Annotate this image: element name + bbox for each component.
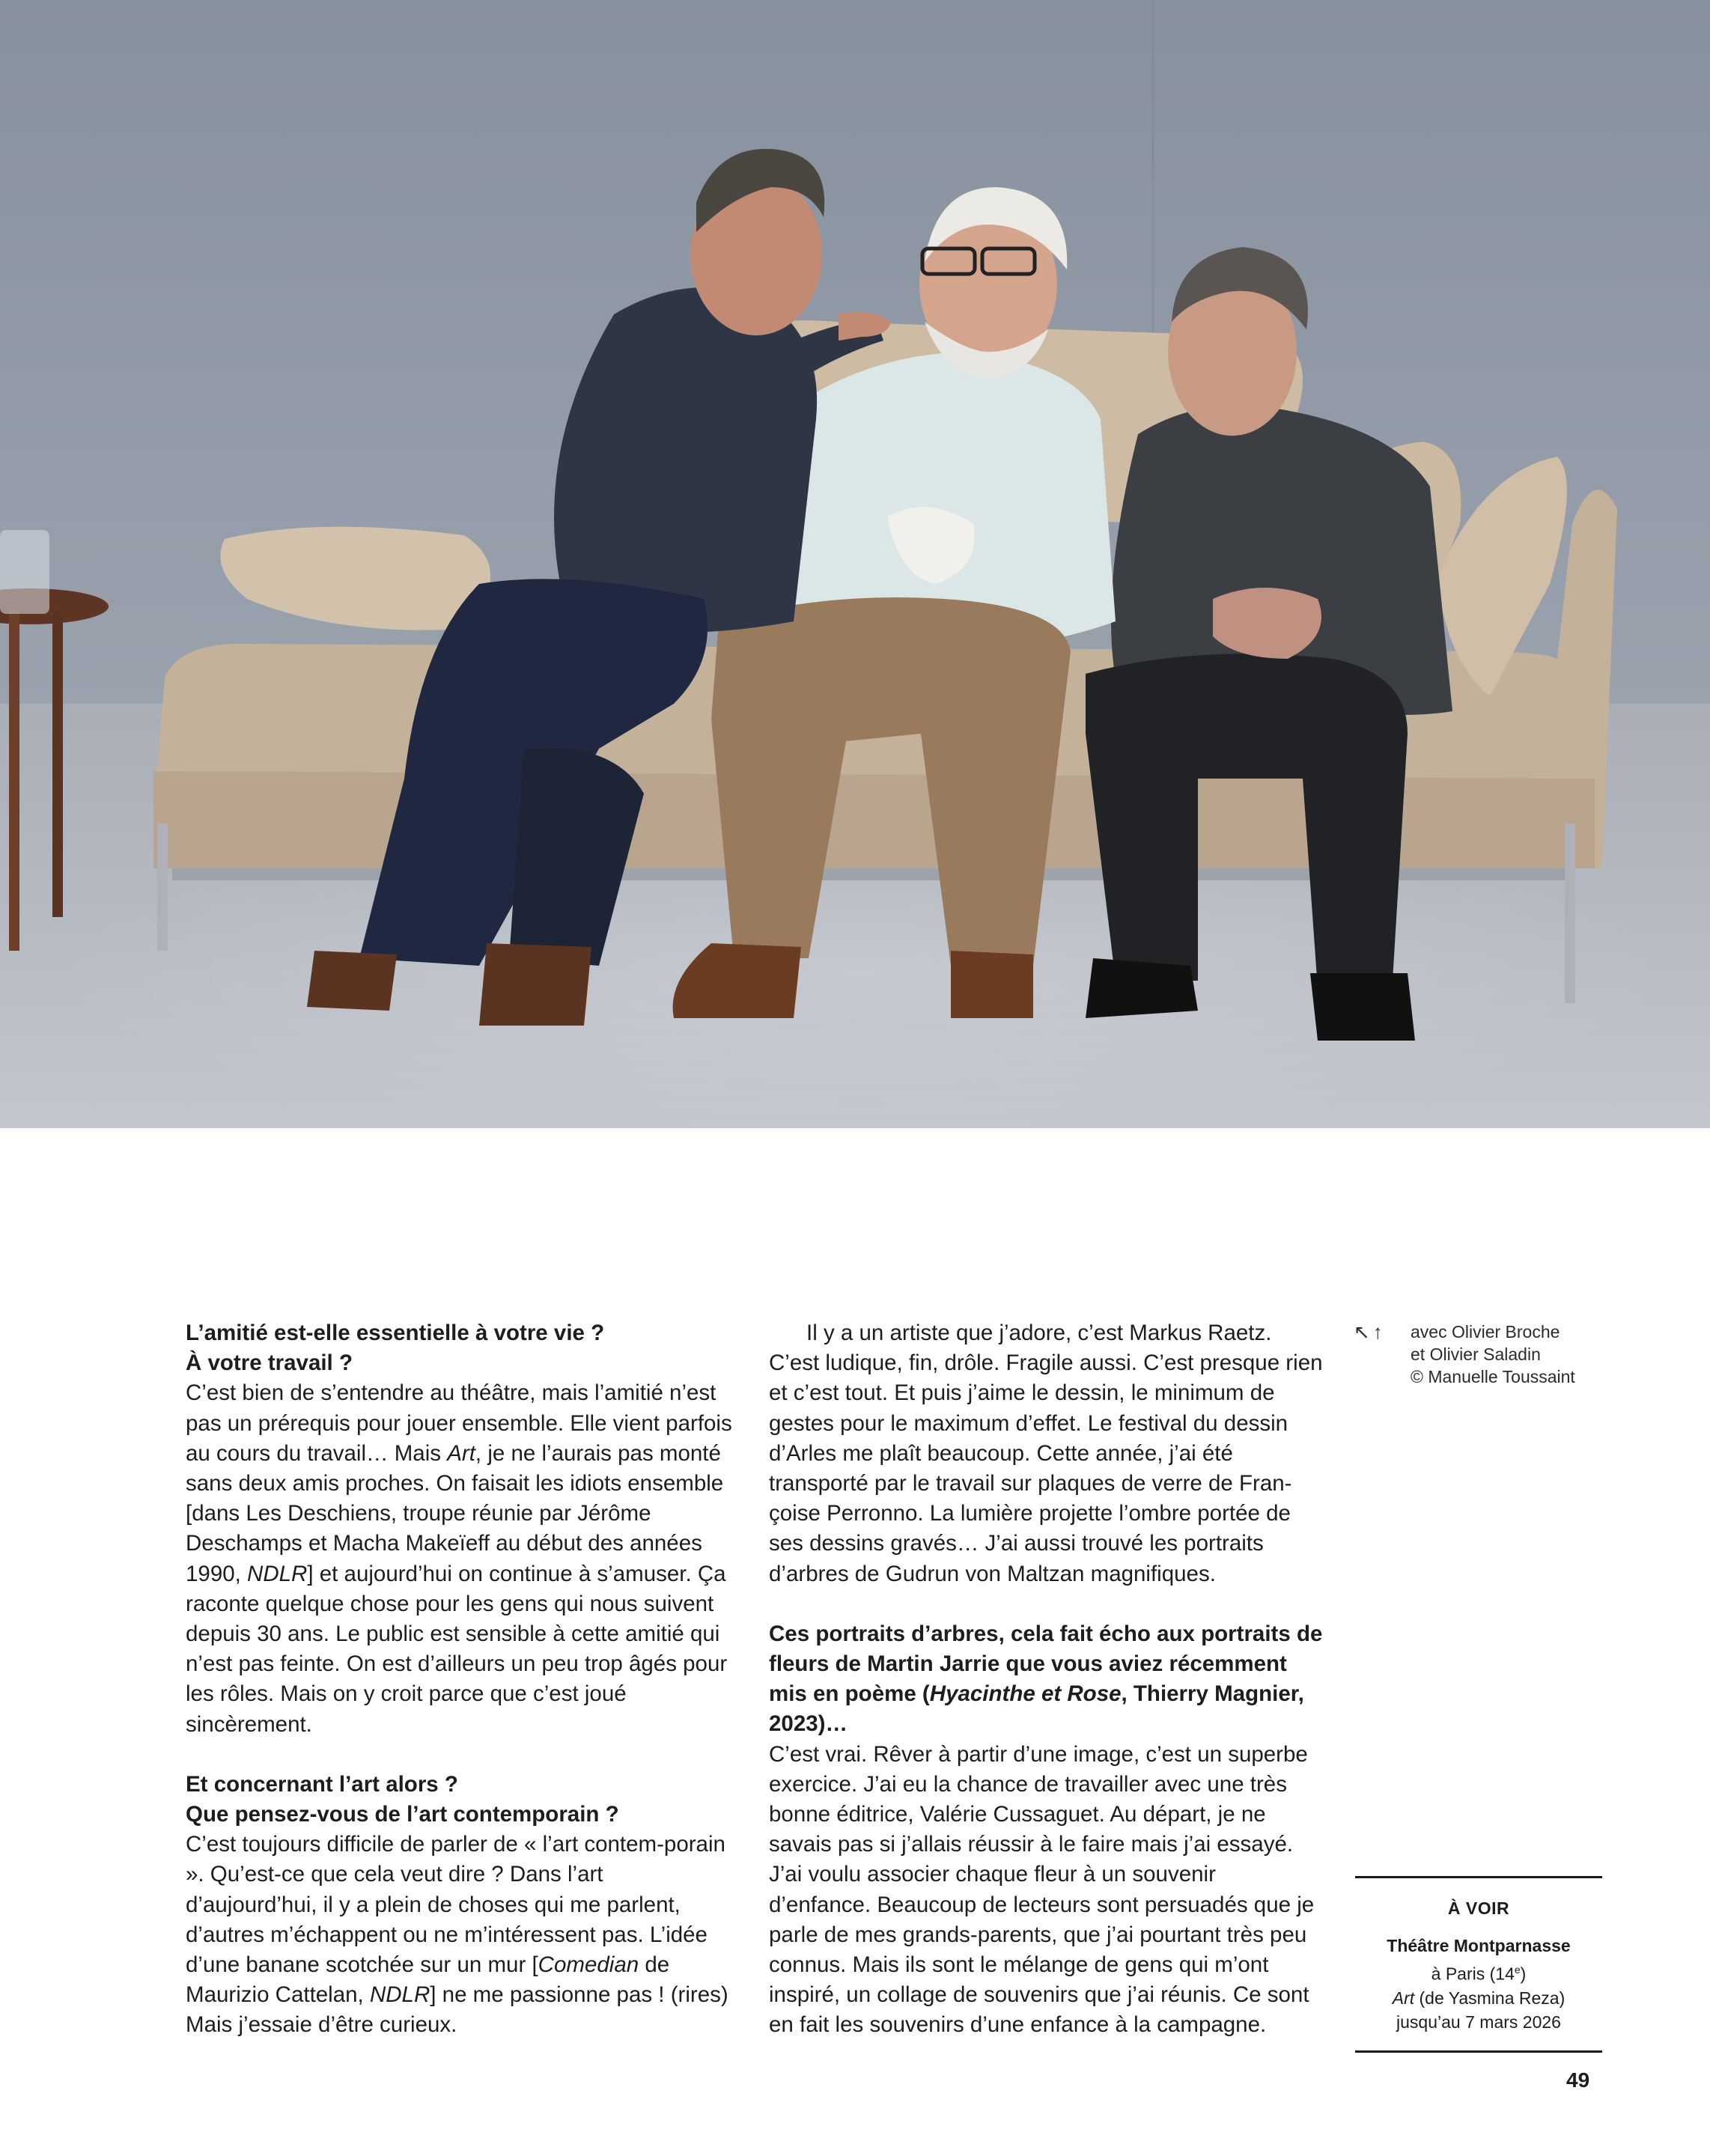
answer-1-text-b: , je ne l’aurais pas monté sans deux amis proches. On faisait les idiots ensemble [dans Les Deschiens, troupe réunie par Jérôme Deschamps et Macha Makeïeff au début des années 1990, bbox=[186, 1440, 724, 1586]
a-voir-location-sup: e bbox=[1514, 1964, 1521, 1976]
question-1 bbox=[186, 1318, 738, 1378]
question-3 bbox=[769, 1619, 1323, 1740]
question-2 bbox=[186, 1770, 738, 1830]
question-3-text-a: Ces portraits d’arbres, cela fait écho aux portraits de fleurs de Martin Jarrie que vous aviez récemment mis en poème ( bbox=[769, 1621, 1323, 1707]
question-2-line-1: Et concernant l’art alors ? bbox=[186, 1771, 458, 1797]
caption-line-1: avec Olivier Broche bbox=[1411, 1322, 1560, 1342]
a-voir-venue: Théâtre Montparnasse bbox=[1387, 1936, 1571, 1955]
question-2-line-2: Que pensez-vous de l’art contemporain ? bbox=[186, 1802, 619, 1827]
answer-2 bbox=[186, 1830, 738, 2040]
photo-caption bbox=[1354, 1321, 1601, 1388]
a-voir-play-author: (de Yasmina Reza) bbox=[1414, 1988, 1566, 2008]
question-3-book-title: Hyacinthe et Rose bbox=[929, 1681, 1122, 1707]
a-voir-location bbox=[1355, 1958, 1602, 1986]
answer-2-text-a: C’est toujours difficile de parler de « l’art contem-porain ». Qu’est-ce que cela veut dire ? Dans l’art d’aujourd’hui, il y a plein de choses qui me parlent, d’autres m’échappent ou ne m’intéressent pas. L’idée d’une banane scotchée sur un mur [ bbox=[186, 1832, 725, 1978]
a-voir-dates: jusqu’au 7 mars 2026 bbox=[1396, 2012, 1561, 2032]
answer-2-text-c: ] ne me passionne pas ! (rires) Mais j’essaie d’être curieux. bbox=[186, 1982, 728, 2038]
a-voir-play-title: Art bbox=[1392, 1988, 1415, 2008]
article-column-2 bbox=[769, 1318, 1323, 2041]
answer-2-ndlr: NDLR bbox=[369, 1982, 430, 2008]
a-voir-play bbox=[1355, 1986, 1602, 2010]
a-voir-heading: À VOIR bbox=[1447, 1898, 1510, 1918]
answer-1-text-a: C’est bien de s’entendre au théâtre, mais l’amitié n’est pas un prérequis pour jouer ensemble. Elle vient parfois au cours du travail… Mais bbox=[186, 1380, 732, 1466]
question-3-text-b: , Thierry Magnier, 2023)… bbox=[769, 1681, 1304, 1737]
article-column-1 bbox=[186, 1318, 738, 2041]
a-voir-location-prefix: à Paris (14 bbox=[1431, 1964, 1515, 1984]
answer-1-text-c: ] et aujourd’hui on continue à s’amuser. Ça raconte quelque chose pour les gens qui nous suivent depuis 30 ans. Le public est sensible à cette amitié qui n’est pas feinte. On est d’ailleurs un peu trop âgés pour les rôles. Mais on y croit parce que c’est joué sincèrement. bbox=[186, 1561, 728, 1737]
a-voir-box bbox=[1355, 1876, 1602, 2053]
answer-3: C’est vrai. Rêver à partir d’une image, c’est un superbe exercice. J’ai eu la chance de travailler avec une très bonne éditrice, Valérie Cussaguet. Au départ, je ne savais pas si j’allais réussir à le faire mais j’ai essayé. J’ai voulu associer chaque fleur à un souvenir d’enfance. Beaucoup de lecteurs sont persuadés que je parle de mes grands-parents, que j’ai pourtant très peu connus. Mais ils sont le mélange de gens qui m’ont inspiré, un collage de souvenirs que j’ai réunis. Ce sont en fait les souvenirs d’une enfance à la campagne. bbox=[769, 1741, 1315, 2038]
answer-2-title-comedian: Comedian bbox=[538, 1952, 639, 1978]
paragraph-markus-raetz: Il y a un artiste que j’adore, c’est Markus Raetz. C’est ludique, fin, drôle. Fragile aussi. C’est presque rien et c’est tout. Et puis j’aime le dessin, le minimum de gestes pour le maximum d’effet. Le festival du dessin d’Arles me plaît beaucoup. Cette année, j’ai été transporté par le travail sur plaques de verre de Fran-çoise Perronno. La lumière projette l’ombre portée de ses dessins gravés… J’ai aussi trouvé les portraits d’arbres de Gudrun von Maltzan magnifiques. bbox=[769, 1321, 1323, 1586]
question-1-line-2: À votre travail ? bbox=[186, 1350, 353, 1376]
a-voir-location-suffix: ) bbox=[1520, 1964, 1527, 1984]
answer-1 bbox=[186, 1378, 738, 1739]
answer-1-title-art: Art bbox=[447, 1440, 475, 1466]
page-number: 49 bbox=[1566, 2068, 1590, 2092]
caption-credit: © Manuelle Toussaint bbox=[1411, 1367, 1575, 1386]
caption-line-2: et Olivier Saladin bbox=[1411, 1345, 1541, 1364]
answer-1-ndlr: NDLR bbox=[247, 1561, 308, 1586]
answer-2-text-b: de Maurizio Cattelan, bbox=[186, 1952, 670, 2008]
caption-arrows-icon: ↖↑ bbox=[1354, 1321, 1386, 1343]
question-1-line-1: L’amitié est-elle essentielle à votre vie ? bbox=[186, 1321, 605, 1345]
